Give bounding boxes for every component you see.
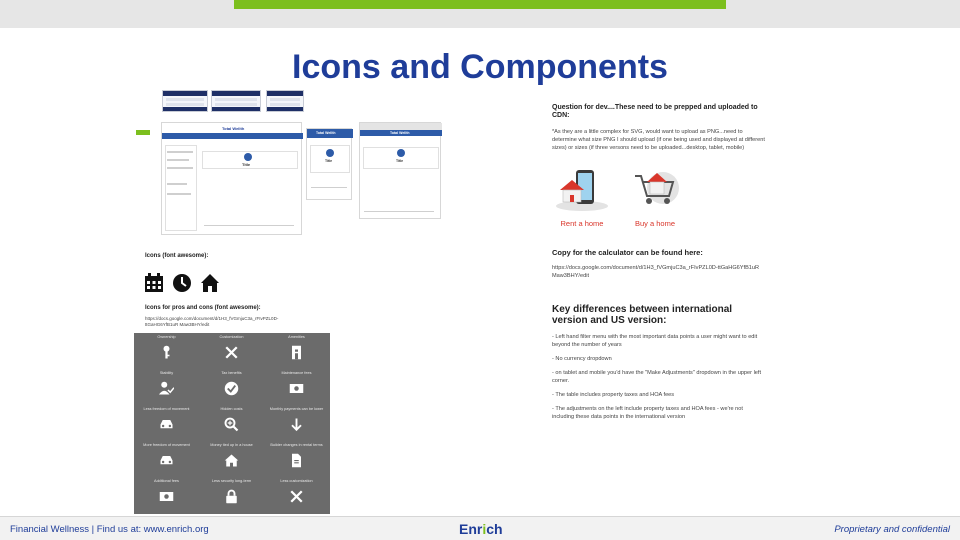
search-plus-icon	[224, 417, 239, 432]
mock-card-title-desktop: Title	[242, 162, 251, 167]
calc-url[interactable]: https://docs.google.com/document/d/1H3_fVGmjuC3a_rFIvPZL0D-ttGaHG6YfB1uR Maw3BHY/edit	[552, 265, 760, 279]
mock-card-title-tablet: Title	[325, 159, 333, 163]
money-bill-icon	[159, 489, 174, 504]
footer-left-text: Financial Wellness | Find us at: www.enrich.org	[10, 524, 209, 535]
car-icon	[159, 453, 174, 468]
tools-icon	[289, 489, 304, 504]
pros-cons-icon-panel	[134, 333, 330, 514]
building-icon	[289, 345, 304, 360]
pros-cons-cell	[199, 477, 264, 513]
pros-cons-label: More freedom of movement	[143, 443, 190, 447]
promo-buy-label: Buy a home	[634, 219, 676, 228]
green-badge	[136, 130, 150, 135]
footer-logo	[459, 521, 503, 537]
mock-brand-mobile: Total Wellth	[390, 131, 410, 135]
pros-cons-cell	[199, 405, 264, 441]
pros-cons-url[interactable]: https://docs.google.com/document/d/1H3_fVGmjuC3a_rFIvPZL0D-ttGaHG6YfB1uR Maw3BHY/edit	[145, 316, 279, 327]
tablet-screenshot	[306, 128, 352, 200]
pros-cons-label: Less security long-term	[211, 479, 252, 483]
diff-list	[552, 333, 762, 421]
pros-cons-cell	[199, 369, 264, 405]
logo-part-b: ch	[486, 521, 503, 537]
pros-cons-cell	[134, 333, 199, 369]
diff-item: - The table includes property taxes and HOA fees	[552, 392, 675, 398]
promo-rent[interactable]	[552, 166, 612, 228]
diff-item: - The adjustments on the left include property taxes and HOA fees - we're not including these data points in the international version	[552, 406, 743, 420]
pros-cons-label: Amenities	[288, 335, 305, 339]
pros-cons-label: Additional fees	[154, 479, 179, 483]
calendar-icon	[144, 273, 164, 293]
key-icon	[159, 345, 174, 360]
pros-cons-label: Maintenance fees	[281, 371, 312, 375]
user-check-icon	[159, 381, 174, 396]
pros-cons-cell	[264, 333, 329, 369]
pros-cons-cell	[134, 477, 199, 513]
pros-cons-cell	[264, 441, 329, 477]
arrow-down-icon	[289, 417, 304, 432]
pros-cons-cell	[134, 369, 199, 405]
rent-house-illustration	[552, 166, 612, 212]
question-heading: Question for dev....These need to be prepped and uploaded to CDN:	[552, 104, 758, 119]
footer-right-text: Proprietary and confidential	[834, 524, 950, 535]
pros-cons-cell	[134, 441, 199, 477]
calc-heading: Copy for the calculator can be found here:	[552, 248, 703, 257]
logo-part-a: Enr	[459, 521, 483, 537]
promo-buy[interactable]	[625, 166, 685, 228]
logo-part-leaf: i	[482, 521, 487, 537]
pros-cons-label: Tax benefits	[221, 371, 242, 375]
pros-cons-label: Stability	[159, 371, 174, 375]
mobile-screenshot	[359, 122, 441, 219]
home-icon	[224, 453, 239, 468]
pros-cons-cell	[199, 441, 264, 477]
pros-cons-heading: Icons for pros and cons (font awesome):	[145, 305, 261, 311]
mock-card-title-mobile: Title	[396, 159, 404, 163]
lock-icon	[224, 489, 239, 504]
check-circle-icon	[224, 381, 239, 396]
file-icon	[289, 453, 304, 468]
pros-cons-label: Hidden costs	[220, 407, 243, 411]
mini-table-2	[211, 90, 261, 112]
diff-item: - on tablet and mobile you'd have the "Make Adjustments" dropdown in the upper left corner.	[552, 370, 762, 384]
mock-brand-desktop: Total Wellth	[222, 126, 245, 131]
mock-brand-tablet: Total Wellth	[316, 131, 336, 135]
diff-heading: Key differences between international version and US version:	[552, 304, 733, 326]
pros-cons-label: Monthly payments can be lower	[269, 407, 324, 411]
footer	[0, 516, 960, 540]
pros-cons-label: Customization	[219, 335, 244, 339]
icons-heading: Icons (font awesome):	[145, 253, 209, 259]
home-icon	[200, 273, 220, 293]
pros-cons-cell	[134, 405, 199, 441]
pros-cons-label: Less customization	[280, 479, 313, 483]
top-accent-bar	[234, 0, 726, 9]
pros-cons-cell	[264, 477, 329, 513]
pros-cons-label: Builder changes in rental terms	[270, 443, 323, 447]
desktop-screenshot	[161, 122, 302, 235]
promo-rent-label: Rent a home	[560, 219, 604, 228]
diff-item: - Left hand filter menu with the most important data points a user might want to edit beyond the number of years	[552, 334, 758, 348]
tools-icon	[224, 345, 239, 360]
question-body: *As they are a little complex for SVG, would want to upload as PNG...need to determine what size PNG I should upload (if one being used and displayed at different sizes) or sizes (if three versons need to be uploaded...desktop, tablet, mobile)	[552, 129, 765, 151]
pros-cons-label: Less freedom of movement	[143, 407, 190, 411]
icon-row	[144, 273, 220, 293]
pros-cons-label: Money tied up in a house	[210, 443, 253, 447]
money-bill-icon	[289, 381, 304, 396]
pros-cons-cell	[199, 333, 264, 369]
pros-cons-label: Ownership	[157, 335, 176, 339]
mini-table-1	[162, 90, 208, 112]
slide-title: Icons and Components	[292, 48, 668, 86]
diff-item: - No currency dropdown	[552, 356, 612, 362]
clock-icon	[172, 273, 192, 293]
buy-cart-illustration	[625, 166, 685, 212]
mini-table-3	[266, 90, 304, 112]
pros-cons-cell	[264, 405, 329, 441]
car-icon	[159, 417, 174, 432]
pros-cons-cell	[264, 369, 329, 405]
